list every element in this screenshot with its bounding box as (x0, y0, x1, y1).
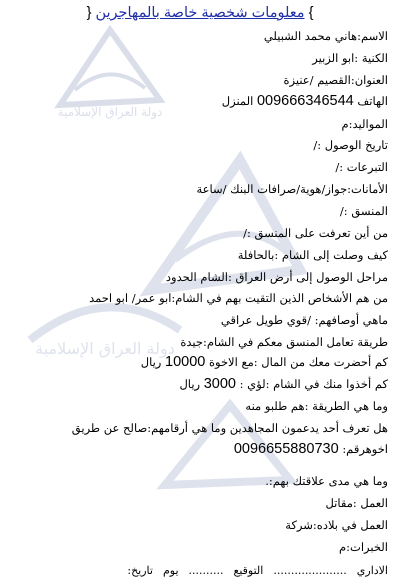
signature-label: التوقيع (233, 564, 264, 577)
field-kunya: الكنية :ابو الزبير (312, 51, 388, 65)
field-donations: التبرعات :/ (335, 160, 388, 174)
taken-amount: 3000 (203, 376, 236, 392)
money-label: كم أحضرت معك من المال :مع الاخوة (208, 355, 388, 369)
field-money-taken (8, 377, 388, 391)
dots: ..................... (273, 564, 347, 577)
field-relation: وما هي مدى علاقتك بهم:. (265, 474, 388, 488)
dots: .......... (188, 564, 224, 577)
signature-row (8, 564, 388, 578)
phone-number: 009666346544 (256, 93, 354, 109)
field-brother-number (8, 442, 388, 456)
field-descriptions: ماهي أوصافهم: /قوي طويل عراقي (220, 313, 388, 327)
field-method: وما هي الطريقة :هم طلبو منه (245, 399, 388, 413)
brace-open: } (308, 5, 314, 21)
money-amount: 10000 (165, 354, 206, 370)
svg-text:دولة العراق الإسلامية: دولة العراق الإسلامية (57, 105, 163, 119)
field-money-brought (8, 355, 388, 369)
field-persons: من هم الأشخاص الذين التقيت بهم في الشام:ابو عمر/ ابو احمد (89, 291, 388, 305)
document-header (0, 4, 400, 22)
field-how-arrived: كيف وصلت إلى الشام :بالحافلة (237, 248, 388, 262)
brace-close: { (86, 5, 92, 21)
document-title: معلومات شخصية خاصة بالمهاجرين (95, 5, 305, 21)
brother-number: 0096655880730 (233, 441, 339, 457)
money-currency: ريال (140, 355, 162, 369)
admin-label: الاداري (356, 564, 388, 577)
field-work: العمل :مقاتل (325, 496, 388, 510)
field-experience: الخبرات:م (339, 540, 388, 554)
day-label: يوم (162, 564, 179, 577)
field-treatment: طريقة تعامل المنسق معكم في الشام:جيدة (180, 335, 388, 349)
svg-text:دولة العراق الإسلامية: دولة العراق الإسلامية (35, 339, 175, 358)
field-deposits: الأمانات:جواز/هوية/صرافات البنك /ساعة (196, 182, 388, 196)
field-how-known: من أين تعرفت على المنسق :/ (243, 226, 388, 240)
taken-label: كم أخذوا منك في الشام :لؤي : (239, 377, 388, 391)
field-name: الاسم:هاني محمد الشبيلي (263, 29, 388, 43)
field-phone (8, 94, 388, 108)
brother-label: اخوهرقم: (342, 442, 388, 456)
field-work-home: العمل في بلاده:شركة (285, 518, 388, 532)
field-stages: مراحل الوصول إلى أرض العراق :الشام الحدود (165, 270, 388, 284)
taken-currency: ريال (179, 377, 201, 391)
field-know-someone: هل تعرف أحد يدعمون المجاهدين وما هي أرقامهم:صالح عن طريق (71, 421, 388, 435)
phone-suffix: المنزل (221, 94, 254, 108)
field-address: العنوان:القصيم /عنيزة (283, 73, 388, 87)
date-label: تاريخ: (127, 564, 153, 577)
field-coordinator: المنسق :/ (339, 204, 388, 218)
phone-label: الهاتف (357, 94, 388, 108)
field-arrival-date: تاريخ الوصول :/ (313, 138, 388, 152)
field-birth: المواليد:م (341, 117, 388, 131)
